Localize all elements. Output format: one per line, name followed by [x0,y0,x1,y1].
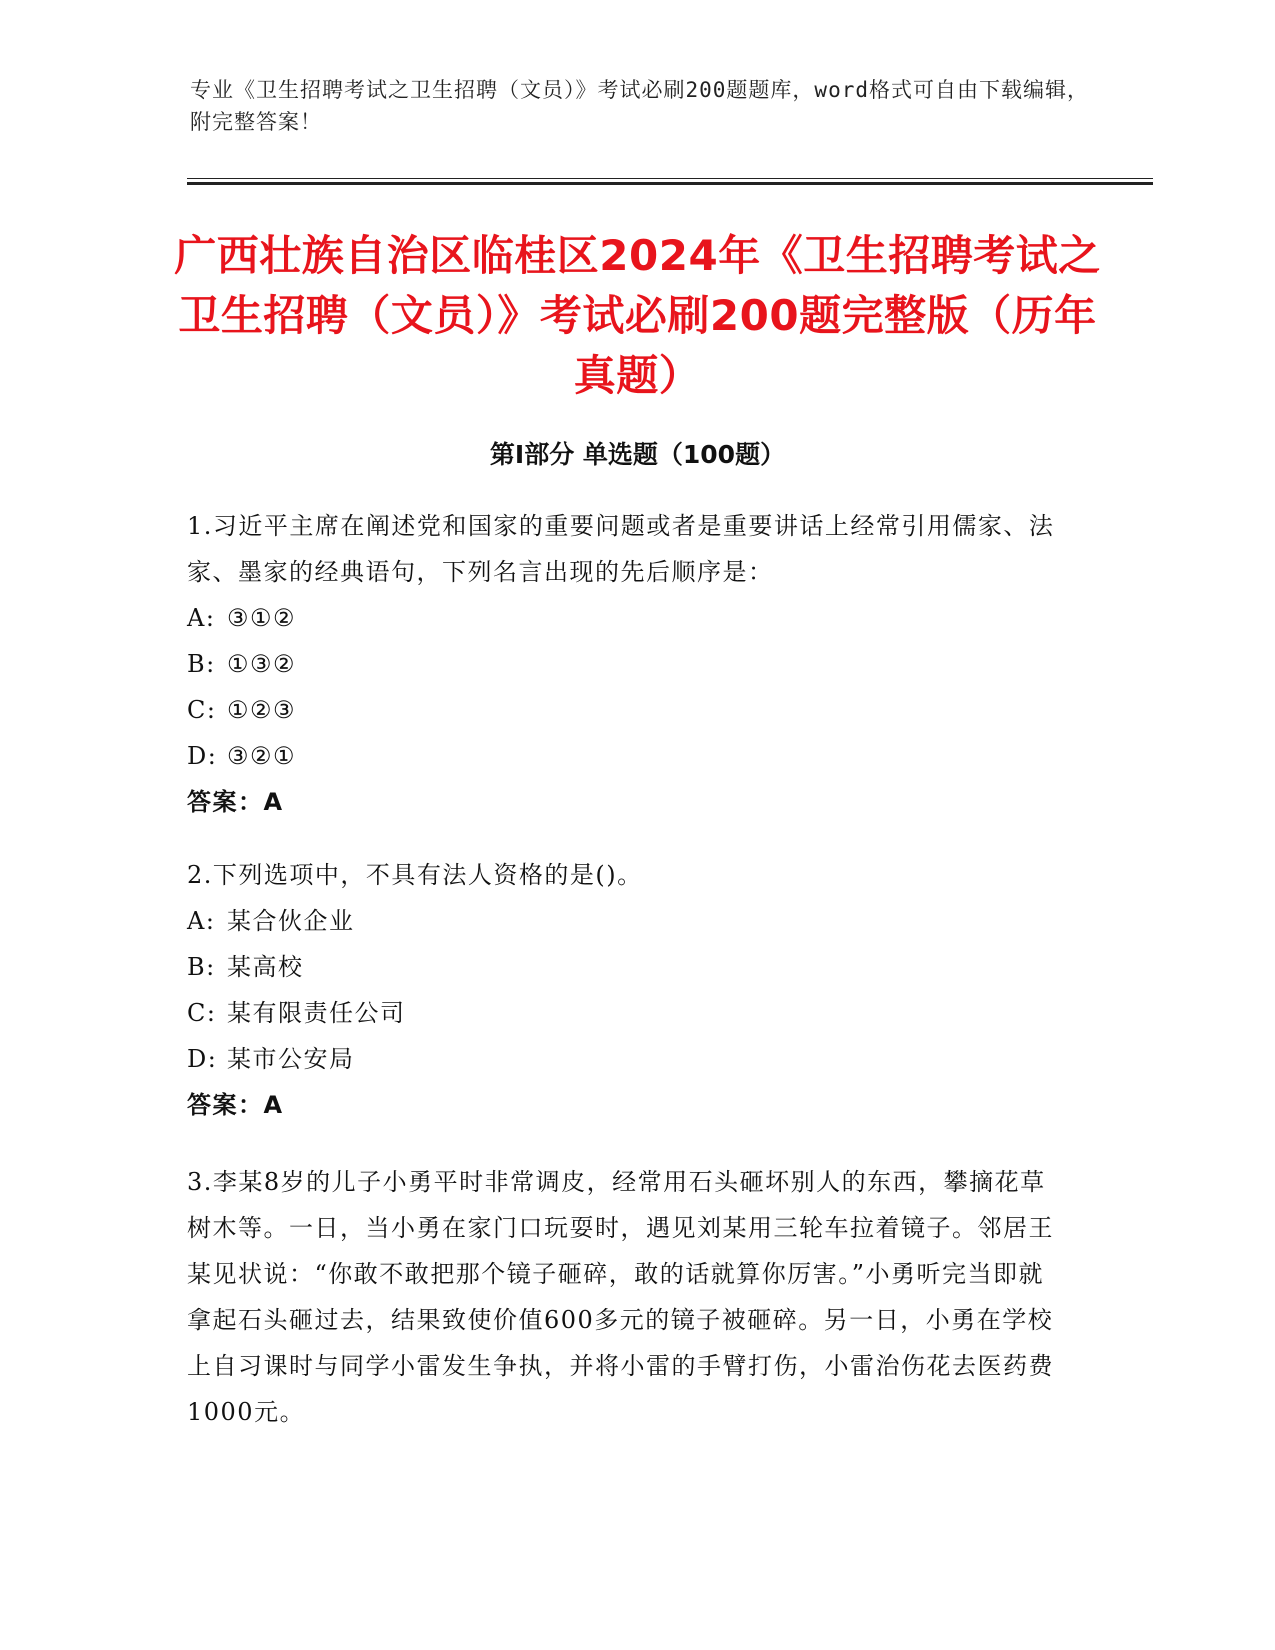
option-text: 某合伙企业 [227,907,355,935]
option-letter: B: [187,650,216,678]
option-letter: D: [187,1045,218,1073]
option-d [187,733,1067,779]
option-d [187,1036,1067,1082]
header-divider-thin [187,178,1153,179]
option-text: ①③② [227,650,297,678]
option-letter: A: [187,907,216,935]
option-text: 某有限责任公司 [227,999,406,1027]
option-text: ③②① [227,742,297,770]
question-2 [187,852,1067,1128]
option-c [187,990,1067,1036]
header-note: 专业《卫生招聘考试之卫生招聘（文员）》考试必刷200题题库，word格式可自由下载编辑，附完整答案！ [190,78,1089,134]
question-3 [187,1159,1067,1435]
question-stem: 1.习近平主席在阐述党和国家的重要问题或者是重要讲话上经常引用儒家、法家、墨家的经典语句，下列名言出现的先后顺序是： [187,512,1055,586]
option-letter: C: [187,696,217,724]
section-heading: 第Ⅰ部分 单选题（100题） [489,440,786,469]
option-a [187,898,1067,944]
question-stem: 2.下列选项中，不具有法人资格的是()。 [187,861,643,889]
header-divider-thick [187,182,1153,185]
option-letter: D: [187,742,218,770]
option-text: ③①② [227,604,297,632]
option-c [187,687,1067,733]
option-letter: B: [187,953,216,981]
option-b [187,944,1067,990]
question-1 [187,503,1067,825]
answer: 答案：A [187,788,284,816]
document-title: 广西壮族自治区临桂区2024年《卫生招聘考试之卫生招聘（文员）》考试必刷200题完整版（历年真题） [174,231,1101,400]
option-b [187,641,1067,687]
option-a [187,595,1067,641]
option-text: ①②③ [227,696,297,724]
option-text: 某高校 [227,953,304,981]
answer: 答案：A [187,1091,284,1119]
option-text: 某市公安局 [227,1045,355,1073]
option-letter: C: [187,999,217,1027]
option-letter: A: [187,604,216,632]
question-stem: 3.李某8岁的儿子小勇平时非常调皮，经常用石头砸坏别人的东西，攀摘花草树木等。一日，当小勇在家门口玩耍时，遇见刘某用三轮车拉着镜子。邻居王某见状说：“你敢不敢把那个镜子砸碎，敢的话就算你厉害。”小勇听完当即就拿起石头砸过去，结果致使价值600多元的镜子被砸碎。另一日，小勇在学校上自习课时与同学小雷发生争执，并将小雷的手臂打伤，小雷治伤花去医药费1000元。 [187,1168,1054,1426]
